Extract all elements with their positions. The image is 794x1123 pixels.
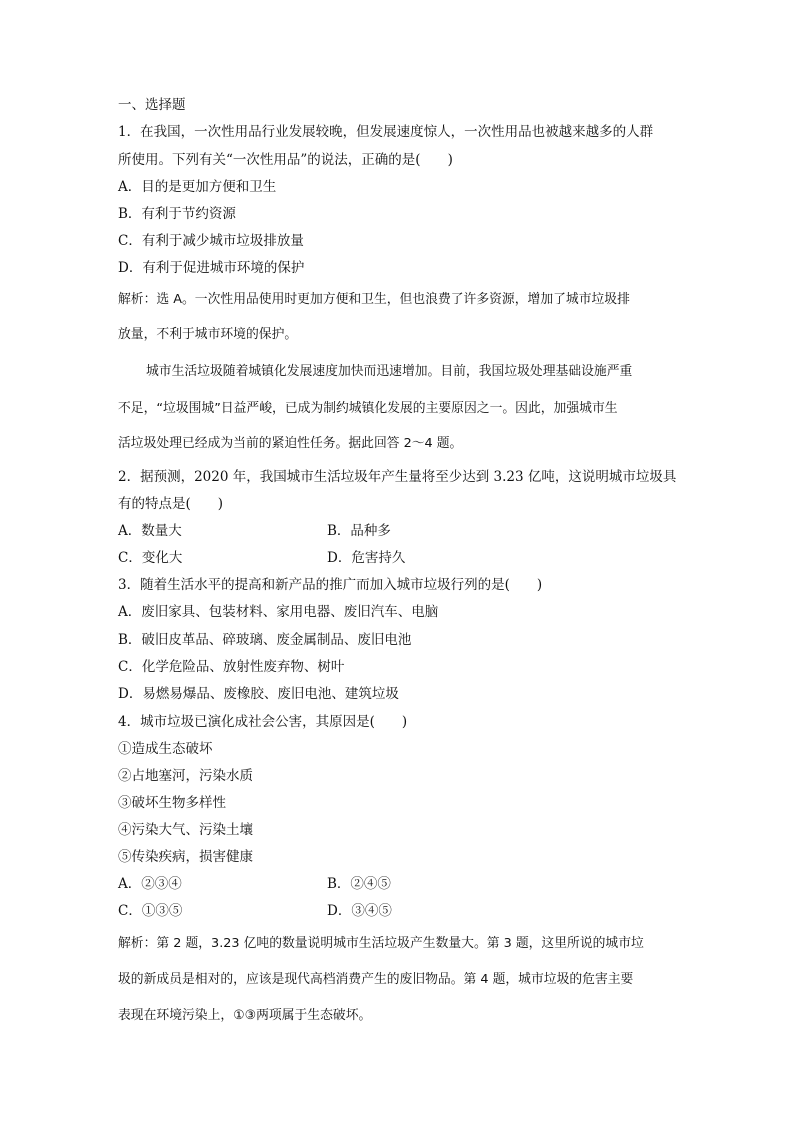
q4-item-4: ④污染大气、污染土壤	[118, 822, 253, 838]
q4-option-c: C．①③⑤	[118, 903, 183, 919]
passage-line3: 活垃圾处理已经成为当前的紧迫性任务。据此回答 2～4 题。	[118, 436, 463, 451]
passage-line2: 不足，“垃圾围城”日益严峻，已成为制约城镇化发展的主要原因之一。因此，加强城市生	[118, 401, 618, 416]
q2-stem-line2: 有的特点是( )	[118, 496, 224, 512]
q1-analysis-line2: 放量，不利于城市环境的保护。	[118, 327, 298, 342]
q3-option-a: A．废旧家具、包装材料、家用电器、废旧汽车、电脑	[118, 604, 439, 620]
q1-analysis-line1: 解析：选 A。一次性用品使用时更加方便和卫生，但也浪费了许多资源，增加了城市垃圾排	[118, 292, 630, 307]
q1-stem-line1: 1．在我国，一次性用品行业发展较晚，但发展速度惊人，一次性用品也被越来越多的人群	[118, 124, 654, 140]
q2-option-a: A．数量大	[118, 523, 182, 539]
q1-option-b: B．有利于节约资源	[118, 206, 236, 222]
q4-item-1: ①造成生态破坏	[118, 741, 213, 757]
q4-item-5: ⑤传染疾病，损害健康	[118, 849, 253, 865]
q3-option-c: C．化学危险品、放射性废弃物、树叶	[118, 659, 345, 675]
analysis2-line1: 解析：第 2 题，3.23 亿吨的数量说明城市生活垃圾产生数量大。第 3 题，这里所说的城市垃	[118, 936, 644, 951]
q1-option-d: D．有利于促进城市环境的保护	[118, 260, 305, 276]
q4-item-2: ②占地塞河，污染水质	[118, 768, 253, 784]
q2-stem-line1: 2．据预测，2020 年，我国城市生活垃圾年产生量将至少达到 3.23 亿吨，这说明城市垃圾具	[118, 469, 677, 485]
q4-option-d: D．③④⑤	[327, 903, 392, 919]
q2-option-c: C．变化大	[118, 550, 183, 566]
q3-option-d: D．易燃易爆品、废橡胶、废旧电池、建筑垃圾	[118, 686, 399, 702]
q3-stem: 3．随着生活水平的提高和新产品的推广而加入城市垃圾行列的是( )	[118, 577, 543, 593]
analysis2-line2: 圾的新成员是相对的，应该是现代高档消费产生的废旧物品。第 4 题，城市垃圾的危害主要	[118, 972, 634, 987]
q2-option-d: D．危害持久	[327, 550, 406, 566]
q4-stem: 4．城市垃圾已演化成社会公害，其原因是( )	[118, 714, 408, 730]
q3-option-b: B．破旧皮革品、碎玻璃、废金属制品、废旧电池	[118, 632, 412, 648]
q1-stem-line2: 所使用。下列有关“一次性用品”的说法，正确的是( )	[118, 152, 453, 168]
analysis2-line3: 表现在环境污染上，①③两项属于生态破坏。	[118, 1008, 372, 1023]
q2-option-b: B．品种多	[327, 523, 391, 539]
q4-option-b: B．②④⑤	[327, 876, 391, 892]
q4-item-3: ③破坏生物多样性	[118, 795, 226, 811]
section-title: 一、选择题	[118, 97, 186, 113]
q4-option-a: A．②③④	[118, 876, 182, 892]
q1-option-c: C．有利于减少城市垃圾排放量	[118, 233, 304, 249]
passage-line1: 城市生活垃圾随着城镇化发展速度加快而迅速增加。目前，我国垃圾处理基础设施严重	[146, 364, 633, 379]
q1-option-a: A．目的是更加方便和卫生	[118, 179, 277, 195]
